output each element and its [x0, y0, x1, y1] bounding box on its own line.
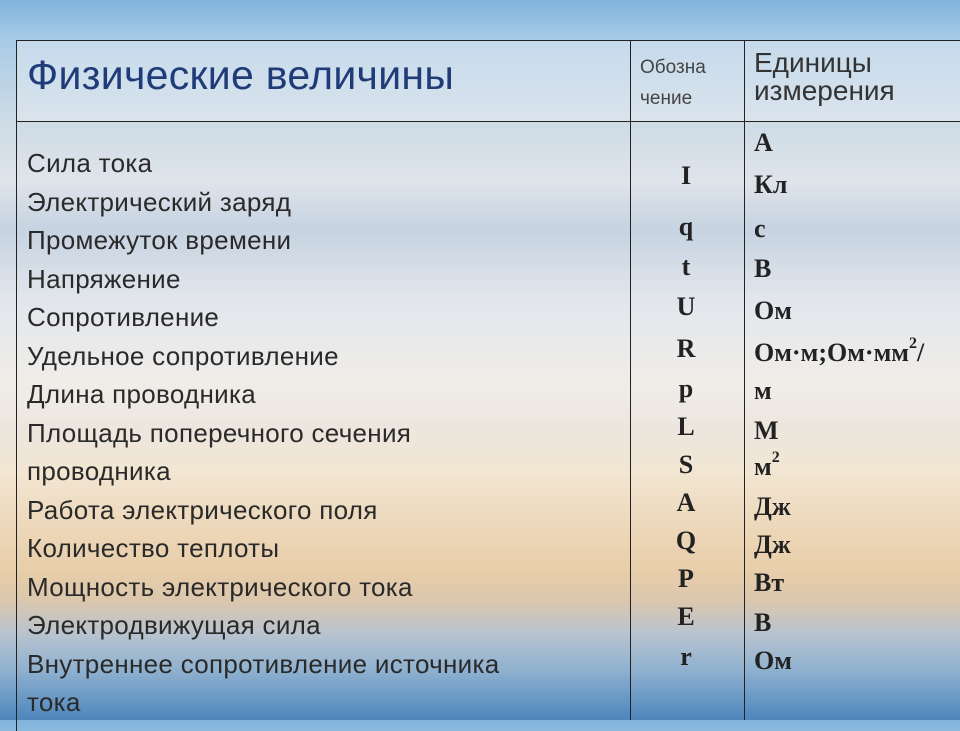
unit-text: В: [754, 608, 772, 637]
unit-text: Ом: [754, 296, 792, 325]
unit-item: [754, 130, 773, 156]
header-symbol-line1: Обозна: [640, 57, 706, 78]
unit-item: [754, 298, 792, 324]
unit-suffix: /: [917, 338, 925, 367]
symbol-item: U: [676, 292, 696, 321]
unit-item: [754, 494, 791, 520]
symbol-item: t: [681, 252, 691, 281]
symbol-item: S: [678, 450, 694, 479]
unit-text: Вт: [754, 568, 785, 597]
unit-text: Ом·м;Ом·мм: [754, 338, 909, 367]
quantity-item: Внутреннее сопротивление источника: [27, 648, 500, 679]
unit-text: с: [754, 214, 766, 243]
symbol-item: P: [678, 564, 694, 593]
unit-item: [754, 570, 784, 596]
header-quantities: Физические величины: [27, 52, 455, 98]
unit-text: м: [754, 376, 772, 405]
unit-text: В: [754, 254, 772, 283]
header-symbol: [640, 52, 740, 114]
unit-text: Дж: [754, 492, 791, 521]
unit-item: [754, 610, 771, 636]
quantity-item: Количество теплоты: [27, 533, 280, 563]
symbol-item: L: [677, 412, 695, 441]
unit-superscript: 2: [909, 335, 917, 352]
column-divider-symbol: [630, 40, 631, 720]
quantity-item: Площадь поперечного сечения: [27, 417, 412, 448]
unit-text: М: [754, 416, 779, 445]
unit-item: [754, 449, 780, 481]
unit-text: Дж: [754, 530, 791, 559]
unit-item: [754, 418, 779, 444]
symbol-item: q: [678, 212, 694, 241]
unit-item: [754, 172, 787, 198]
unit-item: [754, 648, 792, 674]
unit-item: [754, 256, 771, 282]
quantity-item: Электрический заряд: [27, 186, 292, 217]
header-units: [754, 49, 895, 105]
quantity-item: Длина проводника: [27, 379, 257, 409]
symbol-item: Q: [675, 526, 697, 555]
quantity-item: проводника: [27, 456, 171, 486]
quantity-item: Мощность электрического тока: [27, 571, 413, 602]
unit-superscript: 2: [771, 449, 780, 466]
symbol-item: A: [676, 488, 696, 517]
unit-text: Ом: [754, 646, 792, 675]
quantity-item: тока: [27, 687, 81, 717]
header-units-line1: Единицы: [754, 47, 872, 78]
header-divider: [16, 121, 960, 122]
quantity-item: Работа электрического поля: [27, 494, 378, 525]
unit-item: [754, 532, 791, 558]
quantity-item: Промежуток времени: [27, 225, 292, 255]
quantity-item: Сопротивление: [27, 302, 220, 332]
quantity-item: Удельное сопротивление: [27, 340, 339, 371]
header-units-line2: измерения: [754, 75, 895, 106]
header-symbol-line2: чение: [640, 88, 693, 109]
symbol-item: r: [680, 642, 692, 671]
symbol-item: I: [680, 161, 692, 190]
quantity-item: Электродвижущая сила: [27, 610, 321, 640]
unit-text: м: [754, 452, 772, 481]
symbol-item: p: [678, 374, 694, 403]
unit-text: А: [754, 128, 773, 157]
quantities-list: [27, 144, 627, 722]
quantity-item: Сила тока: [27, 148, 153, 178]
unit-item: [754, 335, 925, 367]
symbol-item: R: [676, 334, 696, 363]
symbol-item: E: [677, 602, 695, 631]
column-divider-units: [744, 40, 745, 720]
unit-item: [754, 378, 772, 404]
unit-item: [754, 216, 766, 242]
quantity-item: Напряжение: [27, 263, 181, 294]
unit-text: Кл: [754, 170, 788, 199]
